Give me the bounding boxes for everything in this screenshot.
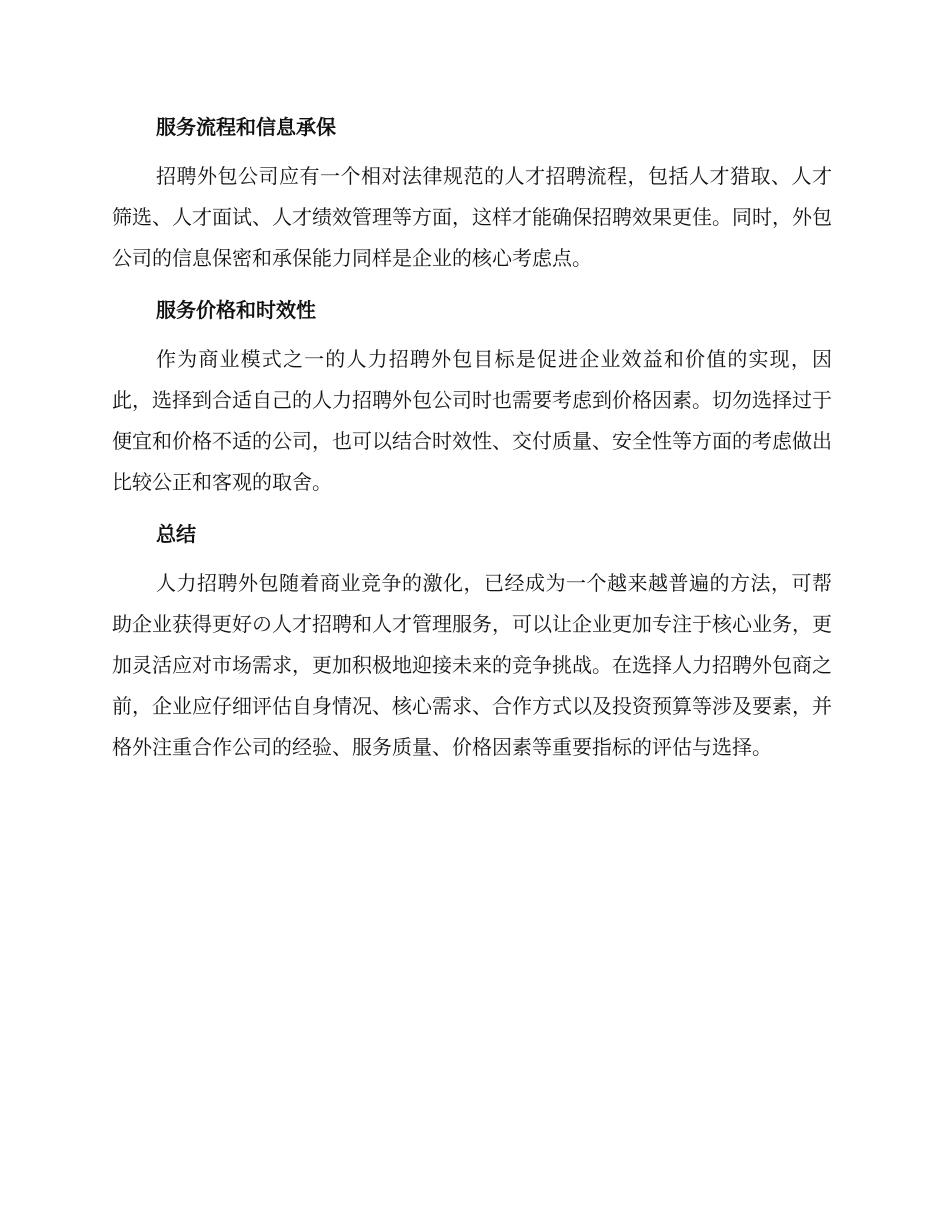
section-service-process [112,108,832,279]
section-summary [112,515,832,768]
document-body [112,108,832,780]
section-paragraph: 招聘外包公司应有一个相对法律规范的人才招聘流程，包括人才猎取、人才筛选、人才面试、人才绩效管理等方面，这样才能确保招聘效果更佳。同时，外包公司的信息保密和承保能力同样是企业的核心考虑点。 [112,164,832,270]
section-paragraph: 作为商业模式之一的人力招聘外包目标是促进企业效益和价值的实现，因此，选择到合适自己的人力招聘外包公司时也需要考虑到价格因素。切勿选择过于便宜和价格不适的公司，也可以结合时效性、交付质量、安全性等方面的考虑做出比较公正和客观的取舍。 [112,347,832,494]
section-paragraph: 人力招聘外包随着商业竞争的激化，已经成为一个越来越普遍的方法，可帮助企业获得更好の人才招聘和人才管理服务，可以让企业更加专注于核心业务，更加灵活应对市场需求，更加积极地迎接未来的竞争挑战。在选择人力招聘外包商之前，企业应仔细评估自身情况、核心需求、合作方式以及投资预算等涉及要素，并格外注重合作公司的经验、服务质量、价格因素等重要指标的评估与选择。 [112,571,832,759]
section-heading: 服务价格和时效性 [156,298,316,322]
section-heading: 总结 [156,522,196,546]
section-heading: 服务流程和信息承保 [156,115,336,139]
section-service-price [112,291,832,503]
